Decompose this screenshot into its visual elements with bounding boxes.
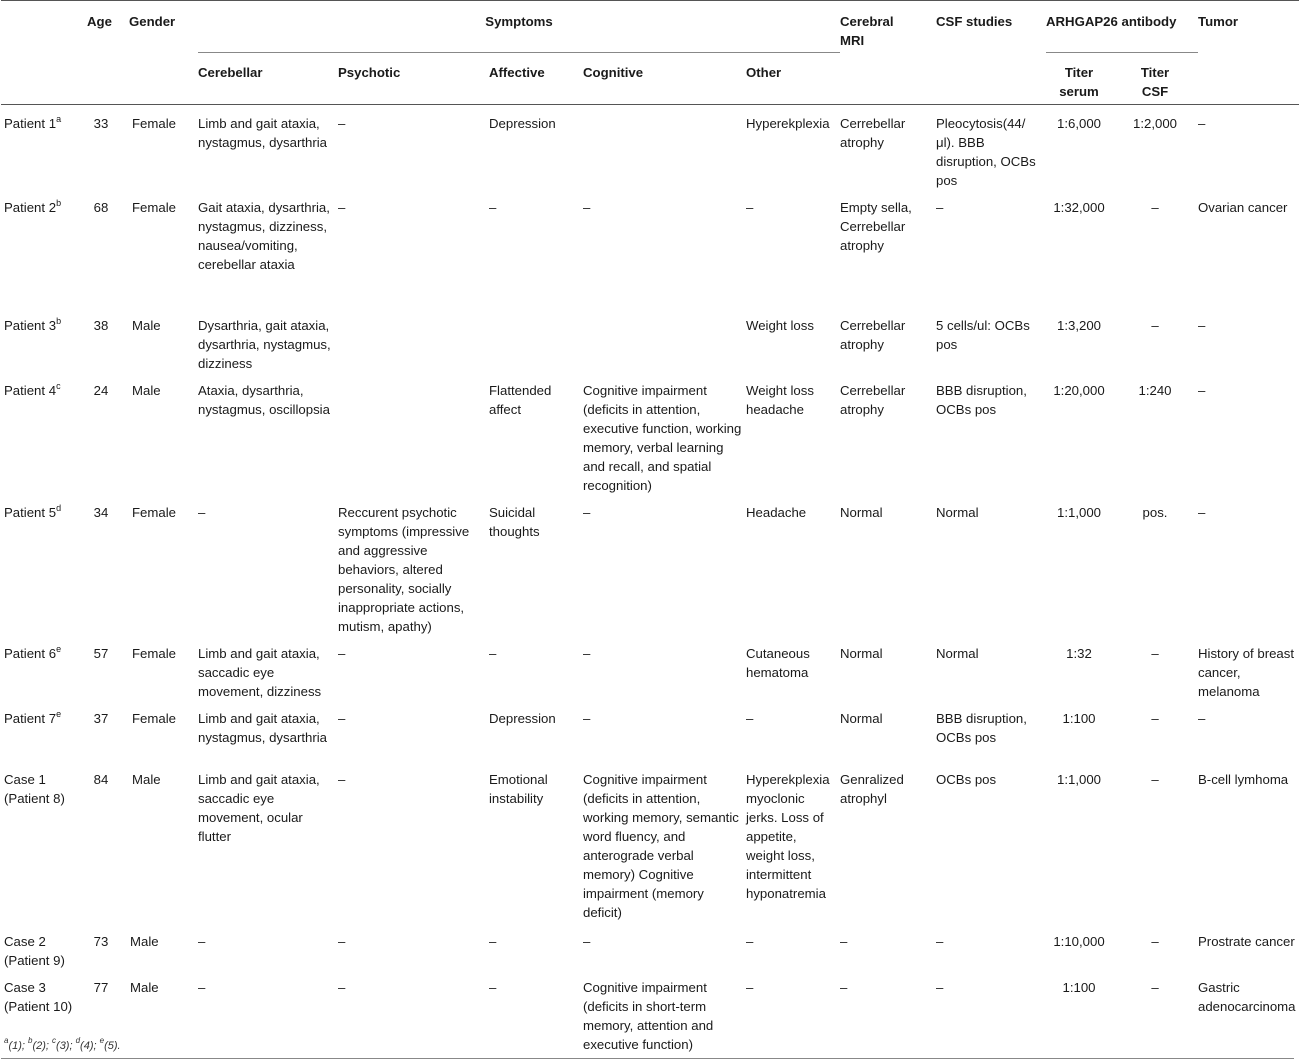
cell-text: 33 <box>93 116 109 131</box>
cell-titer-csf <box>1112 762 1198 924</box>
footnote <box>4 1037 121 1056</box>
cell-mri <box>840 373 936 495</box>
cell-text: Reccurent psychotic symptoms (impressive and aggressive behaviors, altered personality, socially inappropriate actions, mutism, apathy) <box>338 505 470 634</box>
cell-text: 1:10,000 <box>1053 934 1105 949</box>
table-row <box>1 762 1299 924</box>
header-cognitive: Cognitive <box>583 65 644 80</box>
header-cerebral-mri: Cerebral MRI <box>840 14 894 48</box>
table-row <box>1 105 1299 191</box>
cell-text: History of breast cancer, melanoma <box>1198 646 1295 699</box>
cell-text: – <box>1198 383 1206 398</box>
cell-serum <box>1046 495 1112 636</box>
footnote-ref: (2); <box>32 1040 53 1052</box>
cell-affective <box>489 701 583 762</box>
cell-other <box>746 190 840 308</box>
cell-text: – <box>198 980 206 995</box>
cell-csf <box>936 762 1046 924</box>
cell-text: – <box>746 711 754 726</box>
cell-text: 1:1,000 <box>1057 505 1101 520</box>
cell-psychotic <box>338 701 489 762</box>
cell-affective <box>489 924 583 970</box>
cell-text: Patient 6 <box>4 646 57 661</box>
cell-cognitive <box>583 762 746 924</box>
cell-text: 73 <box>93 934 109 949</box>
cell-age <box>87 701 129 762</box>
cell-age <box>87 373 129 495</box>
cell-serum <box>1046 970 1112 1054</box>
table-row <box>1 190 1299 308</box>
cell-text: Dysarthria, gait ataxia, dysarthria, nystagmus, dizziness <box>198 318 331 371</box>
cell-text: Cerrebellar atrophy <box>840 318 906 352</box>
cell-affective <box>489 970 583 1054</box>
cell-tumor <box>1198 970 1299 1054</box>
cell-text: 1:100 <box>1062 980 1096 995</box>
cell-affective <box>489 105 583 191</box>
cell-text: 1:32 <box>1066 646 1092 661</box>
cell-csf <box>936 924 1046 970</box>
cell-cerebellar <box>198 308 338 373</box>
cell-text: – <box>1151 711 1159 726</box>
cell-csf <box>936 190 1046 308</box>
header-csf-studies: CSF studies <box>936 14 1013 29</box>
cell-text: 57 <box>93 646 109 661</box>
cell-cognitive <box>583 636 746 701</box>
cell-cerebellar <box>198 373 338 495</box>
cell-text: – <box>936 934 944 949</box>
cell-text: Normal <box>840 646 883 661</box>
cell-text: pos. <box>1142 505 1168 520</box>
cell-text: 1:3,200 <box>1057 318 1101 333</box>
cell-text: Limb and gait ataxia, nystagmus, dysarthria <box>198 116 327 150</box>
cell-text: – <box>746 934 754 949</box>
header-gender: Gender <box>129 14 176 29</box>
cell-text: Patient 4 <box>4 383 57 398</box>
cell-psychotic <box>338 762 489 924</box>
cell-patient <box>1 924 87 970</box>
cell-text: 24 <box>93 383 109 398</box>
cell-other <box>746 495 840 636</box>
cell-text: Weight loss <box>746 318 814 333</box>
cell-text: Hyperekplexia <box>746 116 830 131</box>
footnote-sup: e <box>99 1036 105 1046</box>
cell-mri <box>840 308 936 373</box>
header-antibody: ARHGAP26 antibody <box>1046 14 1177 29</box>
cell-text: Weight loss headache <box>746 383 814 417</box>
cell-text: Empty sella, Cerrebellar atrophy <box>840 200 912 253</box>
cell-text: – <box>338 980 346 995</box>
cell-text: BBB disruption, OCBs pos <box>936 711 1027 745</box>
cell-gender <box>129 308 198 373</box>
cell-serum <box>1046 762 1112 924</box>
cell-text: Normal <box>936 646 979 661</box>
cell-text: Hyperekplexia myoclonic jerks. Loss of appetite, weight loss, intermittent hyponatremia <box>746 772 830 901</box>
table-row <box>1 495 1299 636</box>
header-blank <box>1 1 87 105</box>
cell-csf <box>936 308 1046 373</box>
cell-text: Cerrebellar atrophy <box>840 383 906 417</box>
cell-text: – <box>338 772 346 787</box>
cell-other <box>746 105 840 191</box>
cell-text: BBB disruption, OCBs pos <box>936 383 1027 417</box>
header-psychotic: Psychotic <box>338 65 401 80</box>
cell-text: – <box>338 116 346 131</box>
cell-text: Ataxia, dysarthria, nystagmus, oscillopsia <box>198 383 330 417</box>
cell-mri <box>840 924 936 970</box>
cell-mri <box>840 636 936 701</box>
cell-psychotic <box>338 105 489 191</box>
cell-psychotic <box>338 373 489 495</box>
table-row <box>1 373 1299 495</box>
table-row <box>1 636 1299 701</box>
cell-text: Depression <box>489 711 556 726</box>
cell-text: Patient 1 <box>4 116 57 131</box>
cell-psychotic <box>338 924 489 970</box>
cell-text: 1:6,000 <box>1057 116 1101 131</box>
cell-cerebellar <box>198 970 338 1054</box>
cell-gender <box>129 190 198 308</box>
cell-patient <box>1 190 87 308</box>
cell-text: – <box>1151 646 1159 661</box>
cell-text: – <box>1198 318 1206 333</box>
cell-tumor <box>1198 495 1299 636</box>
cell-text: Male <box>130 934 159 949</box>
cell-text: – <box>1151 934 1159 949</box>
table-body <box>1 105 1299 1055</box>
cell-csf <box>936 701 1046 762</box>
cell-csf <box>936 495 1046 636</box>
cell-text: 1:2,000 <box>1133 116 1177 131</box>
cell-text: – <box>489 934 497 949</box>
cell-psychotic <box>338 190 489 308</box>
cell-text: – <box>936 200 944 215</box>
cell-text: Normal <box>936 505 979 520</box>
footnote-ref: (4); <box>80 1040 100 1052</box>
cell-affective <box>489 762 583 924</box>
cell-mri <box>840 190 936 308</box>
cell-text: Female <box>132 200 176 215</box>
cell-text: 5 cells/ul: OCBs pos <box>936 318 1030 352</box>
cell-text: – <box>489 200 497 215</box>
cell-serum <box>1046 373 1112 495</box>
cell-cognitive <box>583 308 746 373</box>
cell-affective <box>489 495 583 636</box>
cell-titer-csf <box>1112 636 1198 701</box>
cell-cerebellar <box>198 701 338 762</box>
footnote-sup: b <box>28 1036 33 1046</box>
cell-other <box>746 701 840 762</box>
table-row <box>1 701 1299 762</box>
cell-mri <box>840 762 936 924</box>
cell-mri <box>840 701 936 762</box>
cell-text: Patient 2 <box>4 200 57 215</box>
cell-age <box>87 636 129 701</box>
cell-patient <box>1 495 87 636</box>
cell-tumor <box>1198 636 1299 701</box>
cell-text: – <box>583 505 591 520</box>
cell-text: Cerrebellar atrophy <box>840 116 906 150</box>
cell-tumor <box>1198 373 1299 495</box>
cell-mri <box>840 970 936 1054</box>
cell-text: Emotional instability <box>489 772 548 806</box>
cell-text: Male <box>132 383 161 398</box>
cell-age <box>87 762 129 924</box>
cell-text: Limb and gait ataxia, nystagmus, dysarthria <box>198 711 327 745</box>
cell-text: Case 2 (Patient 9) <box>4 934 65 968</box>
cell-text: Gastric adenocarcinoma <box>1198 980 1296 1014</box>
cell-gender <box>129 924 198 970</box>
cell-text: Normal <box>840 505 883 520</box>
cell-text: Ovarian cancer <box>1198 200 1288 215</box>
cell-text: Cognitive impairment (deficits in attention, working memory, semantic word fluency, and anterograde verbal memory) Cognitive impairment (memory deficit) <box>583 772 739 920</box>
header-titer-serum: Titer serum <box>1046 53 1112 105</box>
cell-text: – <box>583 711 591 726</box>
cell-text: – <box>198 934 206 949</box>
cell-serum <box>1046 701 1112 762</box>
cell-cerebellar <box>198 762 338 924</box>
footnote-ref: (1); <box>8 1040 29 1052</box>
table-row <box>1 970 1299 1054</box>
cell-titer-csf <box>1112 924 1198 970</box>
cell-serum <box>1046 190 1112 308</box>
cell-mri <box>840 105 936 191</box>
header-symptoms: Symptoms <box>198 1 840 53</box>
cell-titer-csf <box>1112 495 1198 636</box>
cell-patient <box>1 105 87 191</box>
cell-age <box>87 308 129 373</box>
cell-text: 34 <box>93 505 109 520</box>
cell-age <box>87 495 129 636</box>
cell-text: Patient 3 <box>4 318 57 333</box>
cell-text: – <box>1151 980 1159 995</box>
cell-text: Normal <box>840 711 883 726</box>
cell-text: Female <box>132 711 176 726</box>
cell-text: – <box>840 934 848 949</box>
cell-text: – <box>583 646 591 661</box>
cell-text: – <box>338 934 346 949</box>
header-age: Age <box>87 14 112 29</box>
cell-cerebellar <box>198 105 338 191</box>
cell-other <box>746 636 840 701</box>
cell-age <box>87 924 129 970</box>
header-cerebellar: Cerebellar <box>198 65 263 80</box>
cell-text: 1:240 <box>1138 383 1172 398</box>
citation-sup: d <box>56 502 62 513</box>
cell-other <box>746 970 840 1054</box>
cell-cerebellar <box>198 190 338 308</box>
cell-text: OCBs pos <box>936 772 997 787</box>
cell-age <box>87 105 129 191</box>
cell-text: – <box>1151 200 1159 215</box>
cell-csf <box>936 373 1046 495</box>
cell-titer-csf <box>1112 105 1198 191</box>
cell-serum <box>1046 636 1112 701</box>
cell-titer-csf <box>1112 970 1198 1054</box>
cell-text: 38 <box>93 318 109 333</box>
cell-psychotic <box>338 970 489 1054</box>
citation-sup: b <box>56 197 62 208</box>
cell-titer-csf <box>1112 701 1198 762</box>
cell-text: – <box>583 200 591 215</box>
cell-affective <box>489 636 583 701</box>
footnote-sup: a <box>4 1036 9 1046</box>
cell-affective <box>489 190 583 308</box>
cell-text: 37 <box>93 711 109 726</box>
cell-gender <box>129 636 198 701</box>
cell-text: 1:20,000 <box>1053 383 1105 398</box>
cell-text: Male <box>130 980 159 995</box>
cell-gender <box>129 762 198 924</box>
cell-other <box>746 762 840 924</box>
cell-cognitive <box>583 105 746 191</box>
cell-gender <box>129 495 198 636</box>
footnote-ref: (3); <box>56 1040 76 1052</box>
footnote-sup: d <box>75 1036 81 1046</box>
cell-cognitive <box>583 701 746 762</box>
cell-psychotic <box>338 495 489 636</box>
cell-text: 1:32,000 <box>1053 200 1105 215</box>
cell-cognitive <box>583 495 746 636</box>
cell-tumor <box>1198 701 1299 762</box>
table-header <box>1 1 1299 105</box>
cell-text: Cognitive impairment (deficits in attention, executive function, working memory, verbal learning and recall, and spatial recognition) <box>583 383 742 493</box>
patient-table <box>1 0 1299 1054</box>
cell-text: Case 3 (Patient 10) <box>4 980 73 1014</box>
cell-titer-csf <box>1112 190 1198 308</box>
cell-text: – <box>1151 772 1159 787</box>
cell-serum <box>1046 308 1112 373</box>
cell-other <box>746 924 840 970</box>
cell-text: Genralized atrophyl <box>840 772 904 806</box>
cell-tumor <box>1198 105 1299 191</box>
cell-tumor <box>1198 190 1299 308</box>
cell-patient <box>1 308 87 373</box>
cell-psychotic <box>338 308 489 373</box>
cell-tumor <box>1198 924 1299 970</box>
cell-text: – <box>338 200 346 215</box>
cell-serum <box>1046 105 1112 191</box>
citation-sup: b <box>56 315 62 326</box>
cell-gender <box>129 970 198 1054</box>
cell-text: Flattended affect <box>489 383 552 417</box>
cell-text: – <box>489 980 497 995</box>
citation-sup: c <box>56 380 61 391</box>
header-tumor: Tumor <box>1198 14 1239 29</box>
header-affective: Affective <box>489 65 545 80</box>
cell-other <box>746 308 840 373</box>
cell-tumor <box>1198 762 1299 924</box>
cell-patient <box>1 762 87 924</box>
footnote-sup: c <box>52 1036 57 1046</box>
cell-text: Suicidal thoughts <box>489 505 540 539</box>
cell-text: Limb and gait ataxia, saccadic eye movement, ocular flutter <box>198 772 320 844</box>
cell-text: B-cell lymhoma <box>1198 772 1289 787</box>
cell-text: – <box>198 505 206 520</box>
cell-age <box>87 190 129 308</box>
cell-text: – <box>1198 711 1206 726</box>
cell-text: Prostrate cancer <box>1198 934 1295 949</box>
cell-cognitive <box>583 190 746 308</box>
cell-text: Patient 5 <box>4 505 57 520</box>
cell-titer-csf <box>1112 373 1198 495</box>
table-row <box>1 924 1299 970</box>
citation-sup: a <box>56 113 62 124</box>
cell-text: Patient 7 <box>4 711 57 726</box>
cell-text: Pleocytosis(44/μl). BBB disruption, OCBs pos <box>936 116 1036 188</box>
cell-text: Female <box>132 505 176 520</box>
cell-affective <box>489 308 583 373</box>
cell-cognitive <box>583 373 746 495</box>
cell-gender <box>129 105 198 191</box>
citation-sup: e <box>56 708 62 719</box>
header-other: Other <box>746 65 782 80</box>
cell-text: Female <box>132 646 176 661</box>
cell-text: – <box>489 646 497 661</box>
cell-cerebellar <box>198 495 338 636</box>
cell-text: – <box>583 934 591 949</box>
cell-csf <box>936 105 1046 191</box>
cell-text: Cutaneous hematoma <box>746 646 810 680</box>
cell-text: – <box>1151 318 1159 333</box>
cell-text: – <box>936 980 944 995</box>
cell-affective <box>489 373 583 495</box>
header-titer-csf: Titer CSF <box>1112 53 1198 105</box>
cell-text: – <box>746 980 754 995</box>
cell-csf <box>936 970 1046 1054</box>
cell-text: – <box>1198 505 1206 520</box>
cell-gender <box>129 701 198 762</box>
cell-text: Female <box>132 116 176 131</box>
citation-sup: e <box>56 643 62 654</box>
cell-gender <box>129 373 198 495</box>
cell-text: Case 1 (Patient 8) <box>4 772 65 806</box>
footnote-ref: (5). <box>104 1040 121 1052</box>
cell-text: – <box>338 646 346 661</box>
cell-text: Limb and gait ataxia, saccadic eye movement, dizziness <box>198 646 322 699</box>
cell-text: – <box>840 980 848 995</box>
cell-text: Male <box>132 772 161 787</box>
cell-serum <box>1046 924 1112 970</box>
cell-text: – <box>1198 116 1206 131</box>
cell-text: Headache <box>746 505 807 520</box>
cell-patient <box>1 701 87 762</box>
cell-text: Gait ataxia, dysarthria, nystagmus, dizziness, nausea/vomiting, cerebellar ataxia <box>198 200 330 272</box>
cell-tumor <box>1198 308 1299 373</box>
cell-titer-csf <box>1112 308 1198 373</box>
table-row <box>1 308 1299 373</box>
cell-mri <box>840 495 936 636</box>
cell-patient <box>1 373 87 495</box>
cell-text: Male <box>132 318 161 333</box>
cell-text: Cognitive impairment (deficits in short-term memory, attention and executive function) <box>583 980 714 1052</box>
cell-cognitive <box>583 924 746 970</box>
cell-text: – <box>746 200 754 215</box>
cell-other <box>746 373 840 495</box>
cell-cerebellar <box>198 636 338 701</box>
cell-text: 84 <box>93 772 109 787</box>
cell-cerebellar <box>198 924 338 970</box>
cell-csf <box>936 636 1046 701</box>
cell-patient <box>1 636 87 701</box>
cell-text: – <box>338 711 346 726</box>
cell-text: 77 <box>93 980 109 995</box>
cell-text: Depression <box>489 116 556 131</box>
cell-text: 1:1,000 <box>1057 772 1101 787</box>
cell-psychotic <box>338 636 489 701</box>
cell-cognitive <box>583 970 746 1054</box>
cell-text: 68 <box>93 200 109 215</box>
cell-text: 1:100 <box>1062 711 1096 726</box>
